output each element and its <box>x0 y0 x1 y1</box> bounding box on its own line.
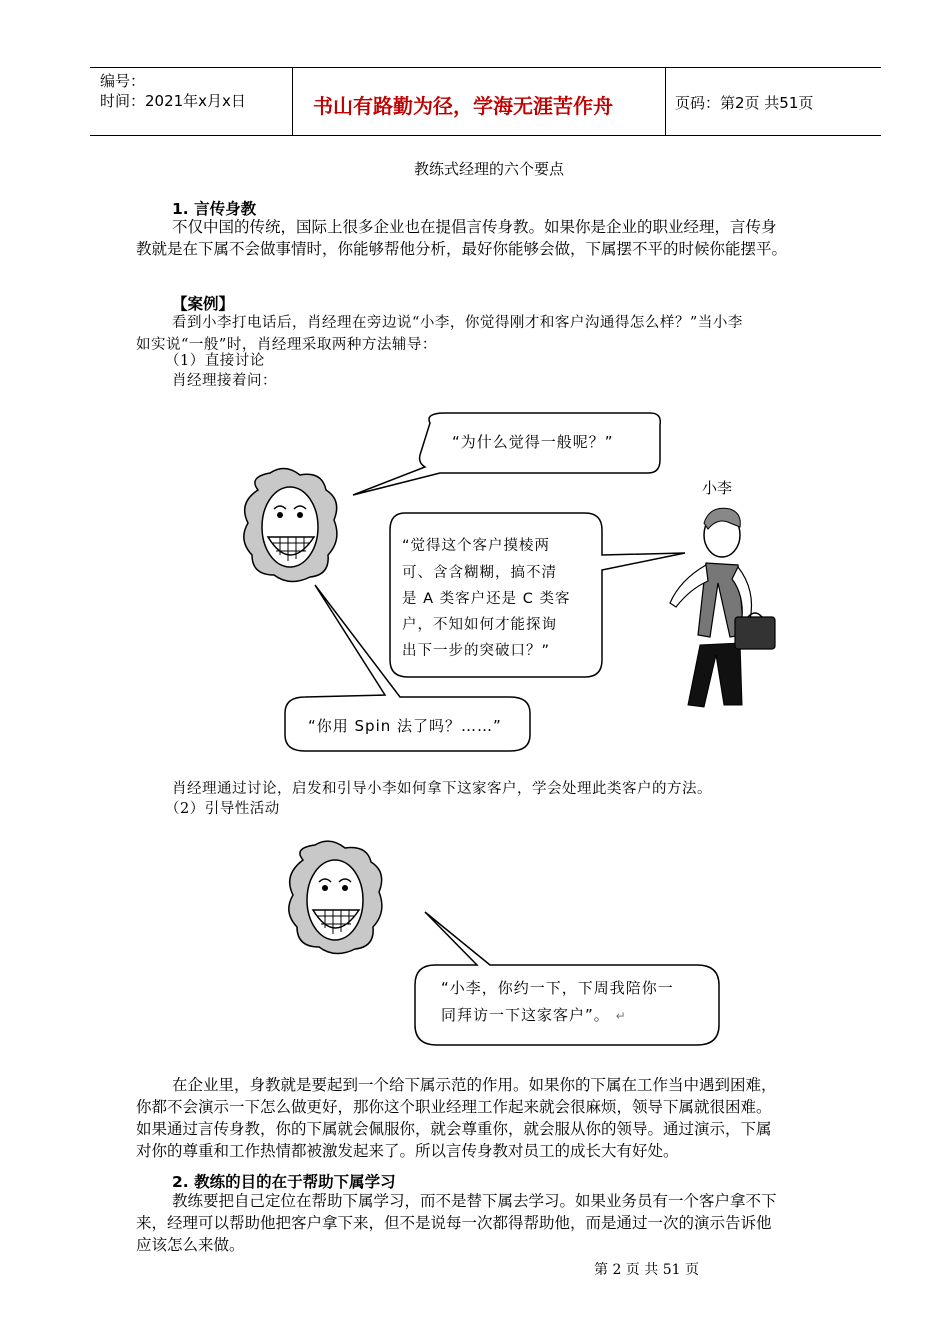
method1-label: （1）直接讨论 <box>165 353 265 369</box>
woman-face-icon <box>289 841 382 953</box>
bubble-top <box>353 413 660 495</box>
ask-label: 肖经理接着问： <box>172 373 277 389</box>
bubble-middle-line: 户，不知如何才能探询 <box>402 617 557 633</box>
bubble-middle-line: 是 A 类客户还是 C 类客 <box>402 591 571 607</box>
case-line1: 看到小李打电话后，肖经理在旁边说“小李，你觉得刚才和客户沟通得怎么样？”当小李 <box>172 315 743 331</box>
section2-heading: 2. 教练的目的在于帮助下属学习 <box>172 1173 396 1191</box>
time-label: 时间：2021年x月x日 <box>100 92 246 110</box>
method2-label: （2）引导性活动 <box>165 801 280 817</box>
para2-line1: 在企业里，身教就是要起到一个给下属示范的作用。如果你的下属在工作当中遇到困难， <box>172 1076 777 1094</box>
after-discussion-text: 肖经理通过讨论，启发和引导小李如何拿下这家客户，学会处理此类客户的方法。 <box>172 781 712 797</box>
header-motto: 书山有路勤为径，学海无涯苦作舟 <box>313 94 613 118</box>
para2-line3: 如果通过言传身教，你的下属就会佩服你，就会尊重你，就会服从你的领导。通过演示，下属 <box>136 1120 772 1138</box>
case-line2: 如实说“一般”时，肖经理采取两种方法辅导： <box>136 337 437 353</box>
bubble-middle-line: 可、含含糊糊，搞不清 <box>402 565 557 581</box>
case-label: 【案例】 <box>172 295 235 313</box>
section2-line3: 应该怎么来做。 <box>136 1236 245 1254</box>
bubble-bottom-text: “你用 Spin 法了吗？……” <box>308 717 502 735</box>
speaker-label: 小李 <box>702 479 733 497</box>
scene2-illustration <box>285 840 735 1055</box>
man-figure-icon <box>670 508 775 707</box>
bubble-scene2 <box>415 912 719 1045</box>
bubble-scene2-line: 同拜访一下这家客户”。 <box>441 1006 610 1024</box>
footer-page-number: 第 2 页 共 51 页 <box>594 1262 699 1278</box>
woman-face-icon <box>244 468 337 581</box>
page-label: 页码：第2页 共51页 <box>675 94 814 112</box>
section2-line1: 教练要把自己定位在帮助下属学习，而不是替下属去学习。如果业务员有一个客户拿不下 <box>172 1192 777 1210</box>
bubble-top-text: “为什么觉得一般呢？” <box>452 433 614 451</box>
bubble-middle-line: 出下一步的突破口？” <box>402 643 551 659</box>
section1-para-line2: 教就是在下属不会做事情时，你能够帮他分析，最好你能够会做，下属摆不平的时候你能摆平。 <box>136 240 788 258</box>
scene1-illustration <box>230 405 790 760</box>
section1-para-line1: 不仅中国的传统，国际上很多企业也在提倡言传身教。如果你是企业的职业经理，言传身 <box>172 218 777 236</box>
return-mark: ↵ <box>615 1009 627 1023</box>
code-label: 编号： <box>100 72 146 90</box>
bubble-middle <box>390 513 685 677</box>
page-title: 教练式经理的六个要点 <box>414 160 565 178</box>
section2-line2: 来，经理可以帮助他把客户拿下来，但不是说每一次都得帮助他，而是通过一次的演示告诉他 <box>136 1214 772 1232</box>
bubble-scene2-line: “小李，你约一下，下周我陪你一 <box>441 979 674 997</box>
para2-line4: 对你的尊重和工作热情都被激发起来了。所以言传身教对员工的成长大有好处。 <box>136 1142 679 1160</box>
section1-heading: 1. 言传身教 <box>172 200 257 218</box>
bubble-middle-line: “觉得这个客户摸棱两 <box>402 538 551 554</box>
para2-line2: 你都不会演示一下怎么做更好，那你这个职业经理工作起来就会很麻烦，领导下属就很困难。 <box>136 1098 772 1116</box>
